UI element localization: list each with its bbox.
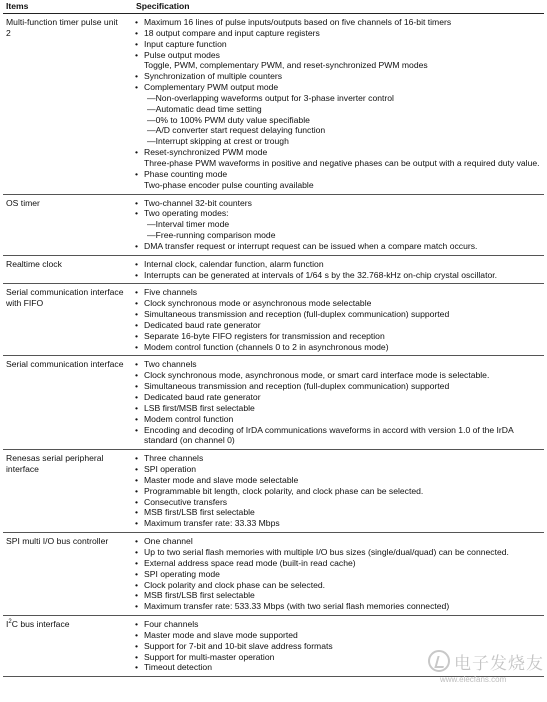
spec-sub-item: —Automatic dead time setting (147, 103, 262, 114)
specification-cell (134, 284, 544, 355)
item-name: OS timer (6, 197, 40, 208)
spec-bullet-item: • SPI operating mode (134, 569, 544, 580)
spec-bullet-item: • Maximum transfer rate: 33.33 Mbps (134, 518, 544, 529)
spec-bullet-item: • Clock synchronous mode or asynchronous mode selectable (134, 298, 544, 309)
specification-cell (134, 195, 544, 255)
spec-bullet-item: • One channel (134, 536, 544, 547)
table-row (3, 284, 544, 356)
spec-sub-item: —Non-overlapping waveforms output for 3-phase inverter control (147, 92, 394, 103)
table-body (3, 14, 544, 677)
spec-bullet-item: • Simultaneous transmission and reception (full-duplex communication) supported (134, 381, 544, 392)
spec-bullet-item: • Modem control function (channels 0 to 2 in asynchronous mode) (134, 342, 544, 353)
spec-bullet-item: • Up to two serial flash memories with multiple I/O bus sizes (single/dual/quad) can be connected. (134, 547, 544, 558)
spec-table (3, 0, 544, 677)
watermark-url: www.elecfans.com (440, 675, 507, 684)
watermark-text: 电子发烧友 (454, 654, 544, 673)
spec-bullet-item: • Synchronization of multiple counters (134, 71, 544, 82)
spec-sub-item: Two-phase encoder pulse counting available (144, 179, 314, 190)
spec-bullet-item: • Reset-synchronized PWM mode (134, 147, 544, 158)
spec-bullet-item: • Programmable bit length, clock polarity, and clock phase can be selected. (134, 486, 544, 497)
spec-sub-item: —Free-running comparison mode (147, 230, 276, 241)
spec-bullet-item: • Separate 16-byte FIFO registers for transmission and reception (134, 331, 544, 342)
spec-bullet-item: • Interrupts can be generated at intervals of 1/64 s by the 32.768-kHz on-chip crystal oscillator. (134, 270, 544, 281)
spec-bullet-item: • Clock synchronous mode, asynchronous mode, or smart card interface mode is selectable. (134, 370, 544, 381)
spec-bullet-item: • Timeout detection (134, 662, 544, 673)
spec-bullet-item: • Maximum transfer rate: 533.33 Mbps (with two serial flash memories connected) (134, 601, 544, 612)
item-name (6, 619, 124, 630)
spec-bullet-item: • SPI operation (134, 464, 544, 475)
spec-sub-item: —Interval timer mode (147, 219, 230, 230)
item-name-text: C bus interface (11, 619, 70, 630)
spec-bullet-item: • LSB first/MSB first selectable (134, 403, 544, 414)
table-row (3, 256, 544, 285)
specification-cell (134, 450, 544, 532)
spec-bullet-item: • Simultaneous transmission and reception (full-duplex communication) supported (134, 309, 544, 320)
spec-bullet-item: • Pulse output modes (134, 50, 544, 61)
spec-sub-item: Three-phase PWM waveforms in positive and negative phases can be output with a required duty value. (144, 157, 540, 168)
specification-cell (134, 356, 544, 449)
items-column-header: Items (6, 1, 29, 11)
spec-bullet-item: • Two-channel 32-bit counters (134, 198, 544, 209)
item-name: Renesas serial peripheral interface (6, 453, 104, 475)
table-row (3, 195, 544, 256)
spec-bullet-item: • Four channels (134, 619, 544, 630)
spec-bullet-item: • Encoding and decoding of IrDA communications waveforms in accord with version 1.0 of the IrDA standard (on channel 0) (134, 425, 540, 447)
specification-column-header: Specification (136, 1, 190, 11)
spec-bullet-item: • Phase counting mode (134, 169, 544, 180)
spec-sub-item: —0% to 100% PWM duty value specifiable (147, 114, 310, 125)
spec-bullet-item: • Master mode and slave mode supported (134, 630, 544, 641)
spec-bullet-item: • External address space read mode (built-in read cache) (134, 558, 544, 569)
spec-bullet-item: • MSB first/LSB first selectable (134, 507, 544, 518)
elecfans-logo-icon (428, 650, 450, 672)
spec-bullet-item: • Clock polarity and clock phase can be selected. (134, 580, 544, 591)
spec-bullet-item: • Two channels (134, 359, 544, 370)
spec-bullet-item: • Input capture function (134, 39, 544, 50)
spec-bullet-item: • Modem control function (134, 414, 544, 425)
spec-bullet-item: • Dedicated baud rate generator (134, 320, 544, 331)
spec-bullet-item: • Support for 7-bit and 10-bit slave address formats (134, 641, 544, 652)
spec-bullet-item: • Master mode and slave mode selectable (134, 475, 544, 486)
table-row (3, 356, 544, 450)
specification-cell (134, 533, 544, 615)
table-row (3, 533, 544, 616)
spec-bullet-item: • 18 output compare and input capture registers (134, 28, 544, 39)
item-name-prefix: I (6, 619, 9, 630)
spec-bullet-item: • Maximum 16 lines of pulse inputs/outputs based on five channels of 16-bit timers (134, 17, 544, 28)
specification-cell (134, 256, 544, 284)
spec-bullet-item: • Two operating modes: (134, 208, 544, 219)
spec-sub-item: Toggle, PWM, complementary PWM, and reset-synchronized PWM modes (144, 60, 428, 71)
spec-sub-item: —A/D converter start request delaying function (147, 125, 326, 136)
item-name: SPI multi I/O bus controller (6, 536, 109, 547)
spec-bullet-item: • Five channels (134, 287, 544, 298)
item-name: Serial communication interface with FIFO (6, 287, 124, 309)
spec-bullet-item: • Support for multi-master operation (134, 652, 544, 663)
spec-bullet-item: • Internal clock, calendar function, alarm function (134, 259, 544, 270)
specification-cell (134, 14, 544, 194)
item-name-superscript: 2 (8, 619, 12, 626)
table-row (3, 450, 544, 533)
spec-bullet-item: • Consecutive transfers (134, 497, 544, 508)
item-name: Serial communication interface (6, 359, 124, 370)
spec-bullet-item: • Three channels (134, 453, 544, 464)
item-name: Realtime clock (6, 258, 62, 269)
item-name: Multi-function timer pulse unit 2 (6, 17, 118, 38)
spec-bullet-item: • MSB first/LSB first selectable (134, 590, 544, 601)
spec-bullet-item: • Dedicated baud rate generator (134, 392, 544, 403)
spec-sub-item: —Interrupt skipping at crest or trough (147, 136, 289, 147)
table-header (3, 0, 544, 14)
spec-bullet-item: • DMA transfer request or interrupt request can be issued when a compare match occurs. (134, 241, 544, 252)
spec-bullet-item: • Complementary PWM output mode (134, 82, 544, 93)
elecfans-watermark (428, 648, 542, 694)
table-row (3, 14, 544, 195)
